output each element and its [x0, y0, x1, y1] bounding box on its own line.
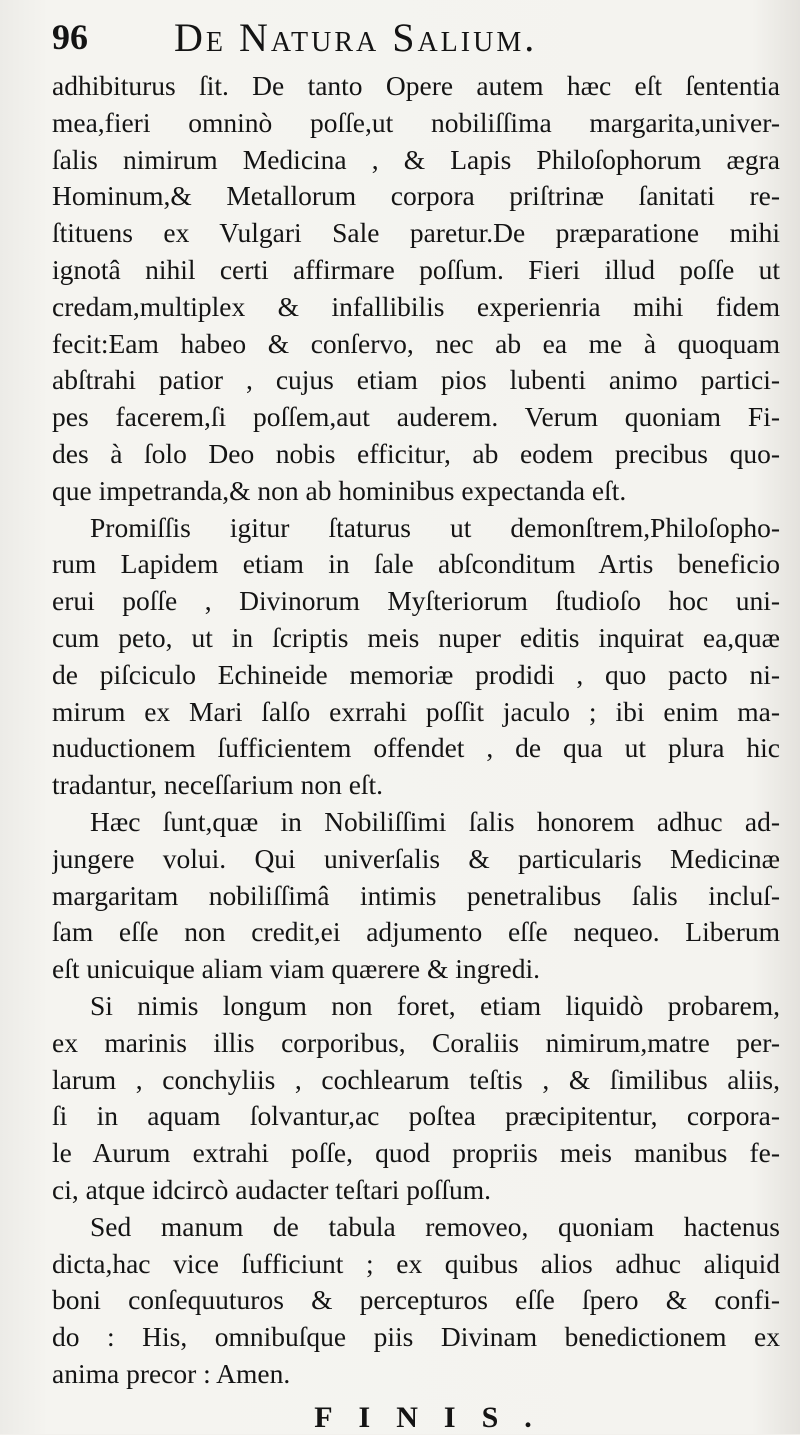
paragraph	[52, 68, 780, 510]
text-line: le Aurum extrahi poſſe, quod propriis meis manibus fe-	[52, 1137, 780, 1169]
text-line: ſi in aquam ſolvantur,ac poſtea præcipitentur, corpora-	[52, 1100, 780, 1132]
text-line: erui poſſe , Divinorum Myſteriorum ſtudioſo hoc uni-	[52, 585, 780, 617]
text-line: abſtrahi patior , cujus etiam pios lubenti animo partici-	[52, 364, 780, 396]
text-line: Hominum,& Metallorum corpora priſtrinæ ſanitati re-	[52, 180, 780, 212]
text-line: ſalis nimirum Medicina , & Lapis Philoſophorum ægra	[52, 143, 780, 175]
text-line: tradantur, neceſſarium non eſt.	[52, 769, 384, 801]
page-header-title: De Natura Salium.	[174, 15, 538, 60]
text-line: Sed manum de tabula removeo, quoniam hactenus	[90, 1210, 780, 1242]
text-line: ſtituens ex Vulgari Sale paretur.De præparatione mihi	[52, 217, 780, 249]
text-line: des à ſolo Deo nobis efficitur, ab eodem precibus quo-	[52, 437, 780, 469]
text-line: ex marinis illis corporibus, Coraliis nimirum,matre per-	[52, 1026, 780, 1058]
paragraph	[52, 804, 780, 988]
text-line: adhibiturus ſit. De tanto Opere autem hæc eſt ſententia	[52, 70, 780, 101]
text-line: margaritam nobiliſſimâ intimis penetralibus ſalis incluſ-	[52, 879, 780, 911]
running-head	[52, 14, 780, 64]
paragraph	[52, 510, 780, 804]
page-number: 96	[52, 17, 88, 57]
text-line: nuductionem ſufficientem offendet , de qua ut plura hic	[52, 732, 780, 764]
text-line: jungere volui. Qui univerſalis & particularis Medicinæ	[52, 842, 780, 874]
text-line: Si nimis longum non foret, etiam liquidò probarem,	[90, 989, 780, 1021]
text-line: Promiſſis igitur ſtaturus ut demonſtrem,Philoſopho-	[90, 511, 780, 543]
paragraph	[52, 988, 780, 1209]
text-line: Hæc ſunt,quæ in Nobiliſſimi ſalis honorem adhuc ad-	[90, 805, 780, 837]
body-text	[52, 68, 780, 1393]
text-line: fecit:Eam habeo & conſervo, nec ab ea me à quoquam	[52, 327, 780, 359]
text-line: credam,multiplex & infallibilis experienria mihi fidem	[52, 290, 780, 322]
text-line: anima precor : Amen.	[52, 1357, 291, 1389]
text-line: de piſciculo Echineide memoriæ prodidi , quo pacto ni-	[52, 658, 780, 690]
text-line: do : His, omnibuſque piis Divinam benedictionem ex	[52, 1321, 780, 1353]
text-line: mirum ex Mari ſalſo exrrahi poſſit jaculo ; ibi enim ma-	[52, 695, 780, 727]
text-line: larum , conchyliis , cochlearum teſtis , & ſimilibus aliis,	[52, 1063, 780, 1095]
text-line: dicta,hac vice ſufficiunt ; ex quibus alios adhuc aliquid	[52, 1247, 780, 1279]
text-line: rum Lapidem etiam in ſale abſconditum Artis beneficio	[52, 548, 780, 580]
paragraph	[52, 1209, 780, 1393]
text-line: boni conſequuturos & percepturos eſſe ſpero & confi-	[52, 1284, 780, 1316]
text-line: cum peto, ut in ſcriptis meis nuper editis inquirat ea,quæ	[52, 621, 780, 653]
finis: FINIS.	[314, 1400, 558, 1434]
text-line: ignotâ nihil certi affirmare poſſum. Fieri illud poſſe ut	[52, 253, 780, 285]
text-line: mea,fieri omninò poſſe,ut nobiliſſima margarita,univer-	[52, 106, 780, 138]
text-line: ci, atque idcircò audacter teſtari poſſum.	[52, 1173, 492, 1205]
text-line: eſt unicuique aliam viam quærere & ingredi.	[52, 953, 540, 985]
text-line: que impetranda,& non ab hominibus expectanda eſt.	[52, 474, 627, 506]
text-line: pes facerem,ſi poſſem,aut auderem. Verum quoniam Fi-	[52, 401, 780, 433]
text-line: ſam eſſe non credit,ei adjumento eſſe nequeo. Liberum	[52, 916, 780, 948]
